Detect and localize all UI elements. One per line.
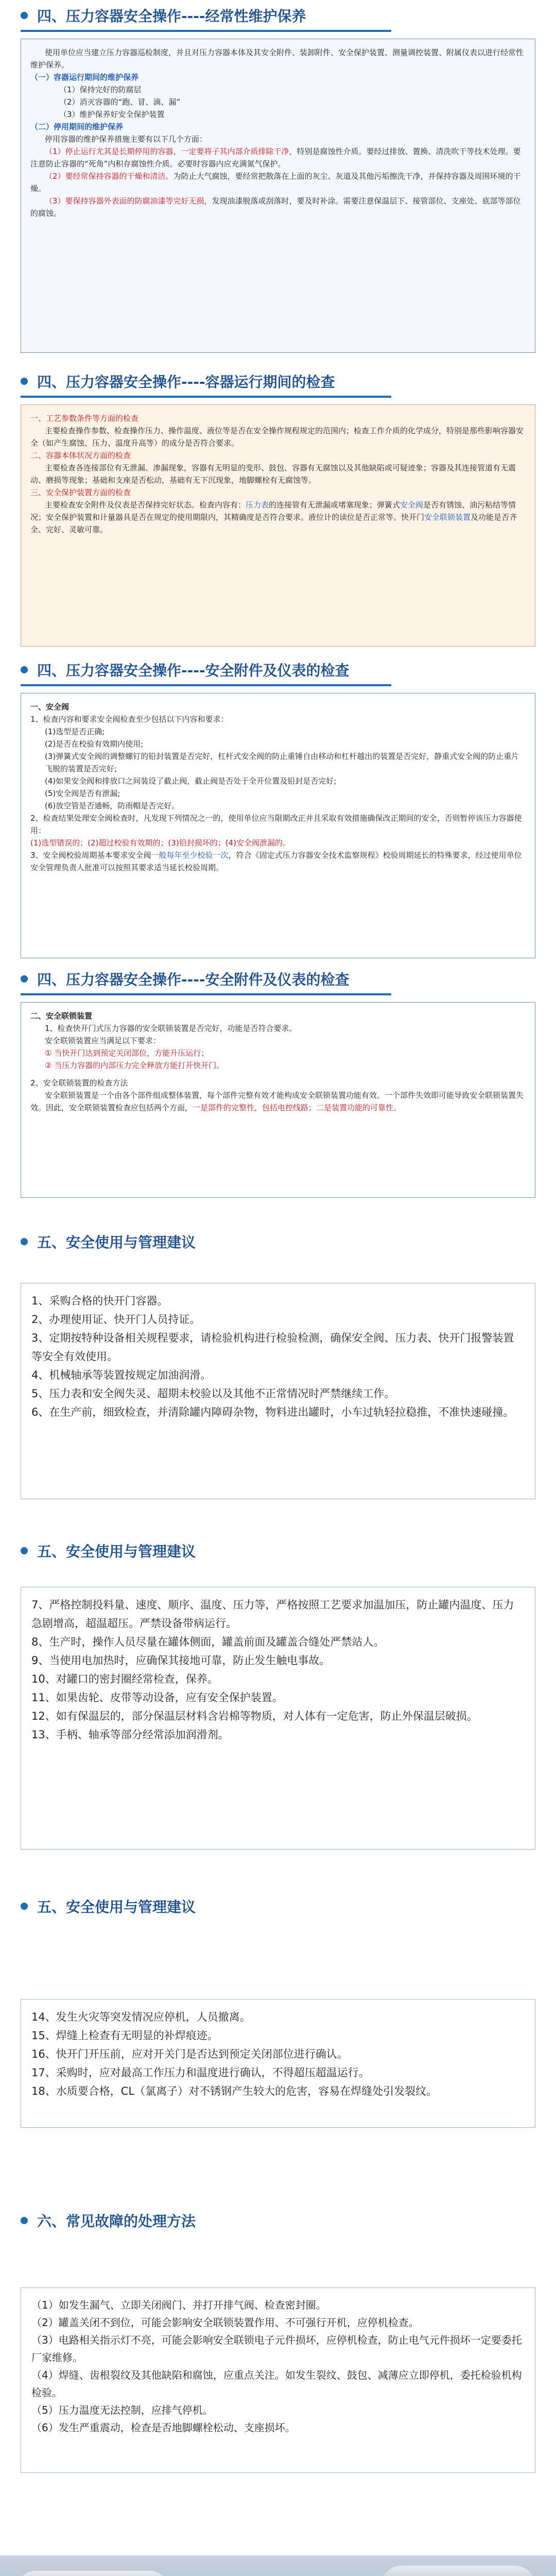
- title-underline: [21, 30, 391, 32]
- section-heading: 一、安全阀: [30, 702, 70, 711]
- content-box: [21, 1999, 535, 2128]
- tank-image: [15, 2571, 170, 2576]
- bullet-dot-icon: [21, 1238, 28, 1245]
- slide-header: [0, 0, 556, 31]
- list-item: 6、在生产前，细致检查，并清除罐内障碍杂物，物料进出罐时，小车过轨轻拉稳推，不准快速碰撞。: [31, 1406, 514, 1418]
- paragraph: （2）要经常保持容器的干燥和清洁。为防止大气腐蚀，要经常把散落在上面的灰尘、灰道及其他污垢擦洗干净，并保持容器及周围环境的干燥。: [30, 172, 521, 193]
- list-item: 4、机械轴承等装置按规定加油润滑。: [31, 1369, 212, 1381]
- section-heading: 二、安全联锁装置: [30, 1011, 93, 1021]
- list-item: (5)安全阀是否有泄漏;: [45, 789, 120, 798]
- content-box: [21, 1587, 535, 1850]
- slide-title: 五、安全使用与管理建议: [37, 1543, 196, 1560]
- bullet-dot-icon: [21, 2217, 28, 2224]
- paragraph: （3）要保持容器外表面的防腐油漆等完好无损，发现油漆脱落或刮落时，要及时补涂。需要注意保温层下、接管部位、支座处、底部等部位的腐蚀。: [30, 196, 521, 218]
- ending-slide: [0, 2555, 556, 2576]
- paragraph: （1）停止运行尤其是长期停用的容器，一定要将子其内部介质排除干净，特别是腐蚀性介质。要经过排放、置换、清洗吹干等技术处理。要注意防止容器的“死角”内积存腐蚀性介质。必要时容器内应充满氮气保护。: [30, 147, 521, 168]
- slide-title: 五、安全使用与管理建议: [37, 1234, 196, 1251]
- slide-title: 四、压力容器安全操作----经常性维护保养: [37, 8, 306, 25]
- paragraph: 主要检查各连接部位有无泄漏、渗漏现象，容器有无明显的变形、鼓包、容器有无腐蚀以及其他缺陷或可疑迹象；容器及其连接管道有无震动、磨损等现象；基础和支座是否松动，基础有无下沉现象，地脚螺栓有无腐蚀等。: [30, 463, 516, 485]
- paragraph: 停用容器的维护保养措施主要有以下几个方面：: [45, 134, 207, 144]
- list-item: 7、严格控制投料量、速度、顺序、温度、压力等，严格按照工艺要求加温加压，防止罐内温度、压力急剧增高，超温超压。严禁设备带病运行。: [31, 1599, 514, 1630]
- list-item: 10、对罐口的密封圈经常检查，保养。: [31, 1673, 218, 1685]
- content-box: [21, 2287, 535, 2473]
- paragraph: 2、安全联锁装置的检查方法: [30, 1078, 128, 1088]
- paragraph: 2、检查结果处理安全阀检查时，凡发现下列情况之一的，使用单位应当限期改正并且采取有效措施确保改正期间的安全，否则暂停该压力容器使用：: [30, 814, 522, 835]
- bullet-dot-icon: [21, 666, 28, 673]
- content-box: [21, 693, 535, 958]
- paragraph: 安全联锁装置应当满足以下要求：: [45, 1036, 161, 1045]
- list-item: （1）如发生漏气、立即关闭阀门、并打开排气阀、检查密封圈。: [31, 2299, 326, 2311]
- bullet-dot-icon: [21, 975, 28, 982]
- slide-header: [0, 1226, 556, 1257]
- slide-header: [0, 1535, 556, 1566]
- list-item: 9、当使用电加热时，应确保其接地可靠，防止发生触电事故。: [31, 1654, 331, 1667]
- section-heading: 二、容器本体状况方面的检查: [30, 451, 131, 460]
- bullet-dot-icon: [21, 1547, 28, 1554]
- slide-header: [0, 1891, 556, 1922]
- list-item: 3、定期按特种设备相关规程要求，请检验机构进行检验检测，确保安全阀、压力表、快开门报警装置等安全有效使用。: [31, 1332, 514, 1363]
- list-item: 5、压力表和安全阀失灵、超期未校验以及其他不正常情况时严禁继续工作。: [31, 1387, 395, 1400]
- list-item: （1）保持完好的防腐层: [59, 85, 142, 94]
- content-box: [21, 1283, 535, 1499]
- list-item: 18、水质要合格，CL（氯离子）对不锈钢产生较大的危害，容易在焊缝处引发裂纹。: [31, 2085, 438, 2097]
- content-box: [21, 1002, 535, 1198]
- slide-header: [0, 963, 556, 994]
- list-item: 17、采购时，应对最高工作压力和温度进行确认，不得超压超温运行。: [31, 2066, 370, 2079]
- list-item: 2、办理使用证、快开门人员持证。: [31, 1313, 201, 1326]
- list-item: （2）罐盖关闭不到位，可能会影响安全联锁装置作用、不可强行开机，应停机检查。: [31, 2316, 419, 2329]
- paragraph: 3、安全阀校验周期基本要求安全阀一般每年至少校验一次，符合《固定式压力容器安全技术监察规程》校验周期延长的特殊要求，经过使用单位安全管理负责人批准可以按照其要求适当延长校验周期。: [30, 851, 522, 872]
- bullet-dot-icon: [21, 1903, 28, 1910]
- slide-header: [0, 654, 556, 685]
- list-item: (3)弹簧式安全阀的调整螺钉的铅封装置是否完好，杠杆式安全阀的防止重锤自由移动和杠杆越出的装置是否完好，静重式安全阀的防止重片飞脱的装置是否完好;: [45, 752, 519, 773]
- slide-safety-valve: [0, 654, 556, 963]
- slide-title: 四、压力容器安全操作----容器运行期间的检查: [37, 374, 335, 391]
- list-item: (6)放空管是否通畅，防雨帽是否完好。: [45, 801, 180, 810]
- slide-header: [0, 366, 556, 397]
- slide-interlock: [0, 963, 556, 1206]
- list-item: (1)选型是否正确;: [45, 727, 105, 736]
- slide-title: 五、安全使用与管理建议: [37, 1899, 196, 1916]
- title-underline: [21, 684, 391, 686]
- list-item: （4）焊缝、齿根裂纹及其他缺陷和腐蚀，应重点关注。如发生裂纹、鼓包、减薄应立即停机，委托检验机构检验。: [31, 2369, 522, 2399]
- list-item: 8、生产时，操作人员尽量在罐体侧面，罐盖前面及罐盖合缝处严禁站人。: [31, 1636, 385, 1648]
- list-item: 1、采购合格的快开门容器。: [31, 1295, 168, 1307]
- section-heading: 三、安全保护装置方面的检查: [30, 488, 131, 497]
- list-item: (2)是否在校验有效期内使用;: [45, 739, 144, 749]
- list-item: 12、如有保温层的，部分保温层材料含岩棉等物质，对人体有一定危害，防止外保温层破损。: [31, 1710, 478, 1722]
- highlight-line: ① 当快开门达到预定关闭部位，方能升压运行；: [45, 1048, 209, 1058]
- title-underline: [21, 993, 391, 995]
- title-underline: [21, 396, 391, 398]
- slide-maintenance: [0, 0, 556, 366]
- paragraph: 主要检查操作参数、检查操作压力、操作温度、液位等是否在安全操作规程规定的范围内；检查工作介质的化学成分，特别是那些影响容器安全（如产生腐蚀、压力、温度升高等）的成分是否符合要求。: [30, 426, 524, 448]
- section-heading: 一、工艺参数条件等方面的检查: [30, 414, 139, 423]
- highlight-line: (1)选型错误的；(2)超过校验有效期的；(3)铅封损坏的；(4)安全阀泄漏的。: [30, 838, 290, 848]
- list-item: 14、发生火灾等突发情况应停机，人员撤离。: [31, 2011, 251, 2023]
- paragraph: 1、检查快开门式压力容器的安全联锁装置是否完好，功能是否符合要求。: [45, 1024, 297, 1033]
- list-item: 13、手柄、轴承等部分经常添加润滑剂。: [31, 1728, 229, 1741]
- list-item: 16、快开门开压前，应对开关门是否达到预定关闭部位进行确认。: [31, 2048, 348, 2060]
- intro-text: 使用单位应当建立压力容器巡检制度，并且对压力容器本体及其安全附件、装卸附件、安全保护装置、测量调控装置、附属仪表以进行经常性维护保养。: [30, 48, 524, 70]
- slide-title: 六、常见故障的处理方法: [37, 2213, 196, 2230]
- highlight-line: ② 当压力容器的内部压力完全释放方能打开快开门。: [45, 1061, 224, 1070]
- list-item: (4)如果安全阀和排放口之间装设了截止阀，截止阀是否处于全开位置及铅封是否完好;: [45, 776, 337, 786]
- content-box: [21, 39, 535, 353]
- tank-image: [381, 2566, 535, 2576]
- slide-title: 四、压力容器安全操作----安全附件及仪表的检查: [37, 662, 350, 679]
- bullet-dot-icon: [21, 378, 28, 385]
- slide-header: [0, 2205, 556, 2236]
- paragraph: 1、检查内容和要求安全阀检查至少包括以下内容和要求：: [30, 715, 229, 724]
- list-item: （2）消灭容器的“跑、冒、滴、漏”: [59, 97, 181, 107]
- slide-runtime-inspection: [0, 366, 556, 654]
- content-box: [21, 404, 535, 647]
- bullet-dot-icon: [21, 12, 28, 19]
- section-heading: （一）容器运行期间的维护保养: [30, 73, 139, 82]
- list-item: 15、焊缝上检查有无明显的补焊痕迹。: [31, 2029, 218, 2042]
- list-item: （3）维护保养好安全保护装置: [59, 110, 165, 119]
- list-item: （3）电路相关指示灯不亮，可能会影响安全联锁电子元件损坏，应停机检查，防止电气元件损坏一定要委托厂家维修。: [31, 2334, 522, 2364]
- slide-management-2: [0, 1515, 556, 1875]
- slide-title: 四、压力容器安全操作----安全附件及仪表的检查: [37, 971, 350, 988]
- paragraph: 安全联锁装置是一个由各个部件组成整体装置，每个部件完整有效才能构成安全联锁装置功能有效。一个部件失效即可能导致安全联锁装置失效。因此，安全联锁装置检查应包括两个方面，一是部件的完整性，包括电控线路；二是装置功能的可靠性。: [30, 1091, 524, 1112]
- list-item: （5）压力温度无法控制，应排气停机。: [31, 2404, 213, 2416]
- list-item: 11、如果齿轮、皮带等动设备，应有安全保护装置。: [31, 1691, 283, 1704]
- section-heading: （二）停用期间的维护保养: [30, 122, 124, 131]
- slide-management-3: [0, 1875, 556, 2184]
- paragraph: 主要检查安全附件及仪表是否保持完好状态。检查内容有：压力表的连接管有无泄漏或堵塞现象；弹簧式安全阀是否有锈蚀、油污粘结等情况；安全保护装置和计量器具是否在规定的使用期限内，其精确度是否符合要求。液位计的读位是否正常等。快开门安全联锁装置及功能是否齐全、完好、灵敏可靠。: [30, 500, 517, 534]
- list-item: （6）发生严重震动，检查是否地脚螺栓松动、支座损坏。: [31, 2421, 296, 2434]
- slide-management-1: [0, 1206, 556, 1515]
- slide-troubleshooting: [0, 2184, 556, 2555]
